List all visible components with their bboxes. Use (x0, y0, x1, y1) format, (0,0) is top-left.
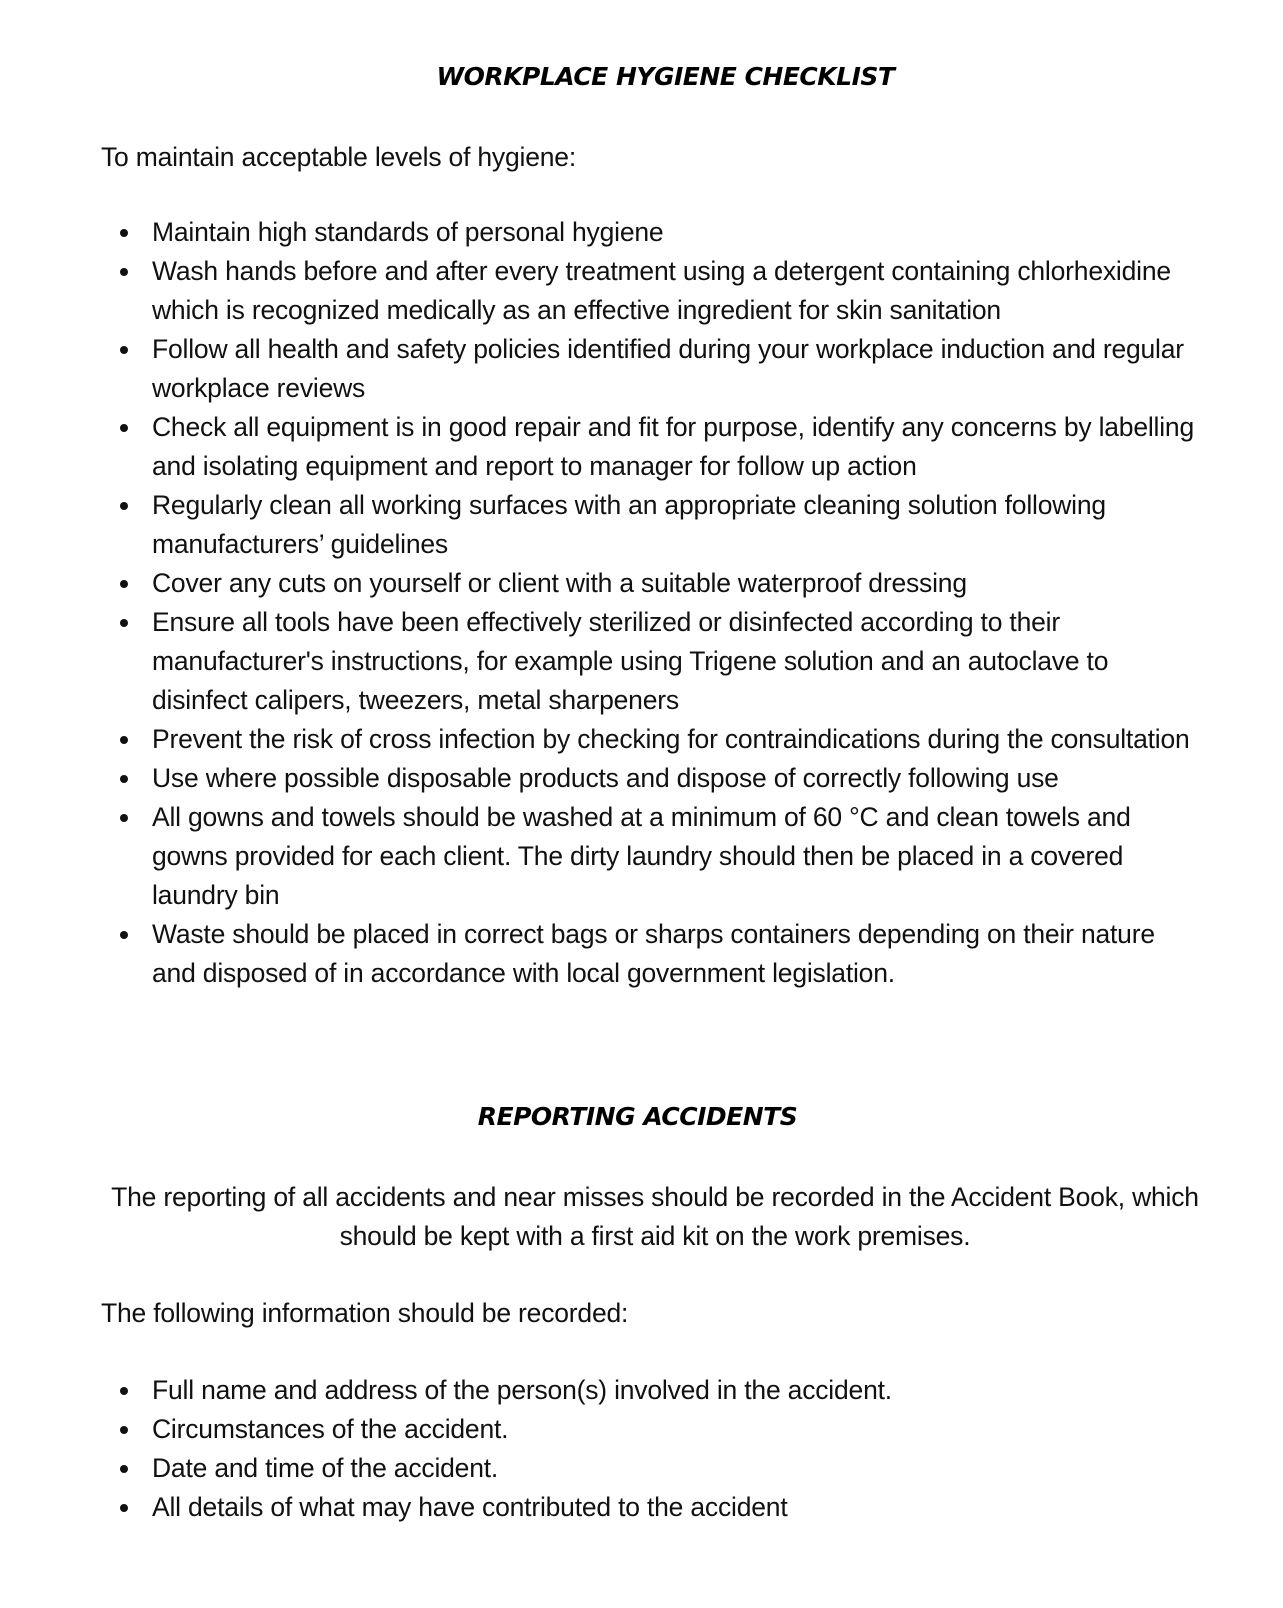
bullet-icon (120, 1465, 128, 1473)
bullet-icon (120, 736, 128, 744)
list-item-text: Date and time of the accident. (152, 1453, 499, 1483)
page-title: WORKPLACE HYGIENE CHECKLIST (436, 62, 895, 91)
hygiene-checklist (120, 213, 1200, 993)
list-item-text: Waste should be placed in correct bags or sharps containers depending on their nature and disposed of in accordance with local government legislation. (152, 919, 1155, 988)
list-item (120, 330, 1200, 408)
list-item-text: Check all equipment is in good repair and fit for purpose, identify any concerns by labelling and isolating equipment and report to manager for follow up action (152, 412, 1195, 481)
bullet-icon (120, 424, 128, 432)
list-item (120, 564, 1200, 603)
intro-text: To maintain acceptable levels of hygiene: (101, 142, 576, 172)
bullet-icon (120, 346, 128, 354)
list-item (120, 408, 1200, 486)
list-item-text: Follow all health and safety policies identified during your workplace induction and regular workplace reviews (152, 334, 1184, 403)
bullet-icon (120, 619, 128, 627)
list-item-text: Full name and address of the person(s) involved in the accident. (152, 1375, 892, 1405)
list-item-text: Maintain high standards of personal hygiene (152, 217, 664, 247)
list-item (120, 213, 1200, 252)
list-item (120, 720, 1200, 759)
list-item (120, 1410, 1200, 1449)
list-item (120, 1449, 1200, 1488)
bullet-icon (120, 814, 128, 822)
list-item-text: Circumstances of the accident. (152, 1414, 509, 1444)
reporting-paragraph: The reporting of all accidents and near misses should be recorded in the Accident Book, which should be kept with a first aid kit on the work premises. (111, 1182, 1199, 1251)
section-title-reporting-accidents: REPORTING ACCIDENTS (477, 1102, 798, 1131)
list-item-text: Ensure all tools have been effectively sterilized or disinfected according to their manufacturer's instructions, for example using Trigene solution and an autoclave to disinfect calipers, tweezers, metal sharpeners (152, 607, 1109, 715)
list-item-text: All details of what may have contributed to the accident (152, 1492, 788, 1522)
bullet-icon (120, 1387, 128, 1395)
list-item-text: Wash hands before and after every treatment using a detergent containing chlorhexidine which is recognized medically as an effective ingredient for skin sanitation (152, 256, 1171, 325)
list-item (120, 1488, 1200, 1527)
bullet-icon (120, 229, 128, 237)
list-item-text: Regularly clean all working surfaces with an appropriate cleaning solution following manufacturers’ guidelines (152, 490, 1106, 559)
list-item (120, 486, 1200, 564)
bullet-icon (120, 502, 128, 510)
bullet-icon (120, 580, 128, 588)
bullet-icon (120, 268, 128, 276)
list-item (120, 603, 1200, 720)
bullet-icon (120, 1426, 128, 1434)
list-item-text: All gowns and towels should be washed at a minimum of 60 °C and clean towels and gowns provided for each client. The dirty laundry should then be placed in a covered laundry bin (152, 802, 1131, 910)
list-item (120, 759, 1200, 798)
list-item-text: Use where possible disposable products and dispose of correctly following use (152, 763, 1059, 793)
record-info-list (120, 1371, 1200, 1527)
record-intro-text: The following information should be recorded: (101, 1298, 629, 1328)
bullet-icon (120, 775, 128, 783)
bullet-icon (120, 931, 128, 939)
list-item-text: Prevent the risk of cross infection by checking for contraindications during the consultation (152, 724, 1190, 754)
list-item-text: Cover any cuts on yourself or client with a suitable waterproof dressing (152, 568, 967, 598)
list-item (120, 915, 1200, 993)
list-item (120, 252, 1200, 330)
list-item (120, 798, 1200, 915)
list-item (120, 1371, 1200, 1410)
bullet-icon (120, 1504, 128, 1512)
